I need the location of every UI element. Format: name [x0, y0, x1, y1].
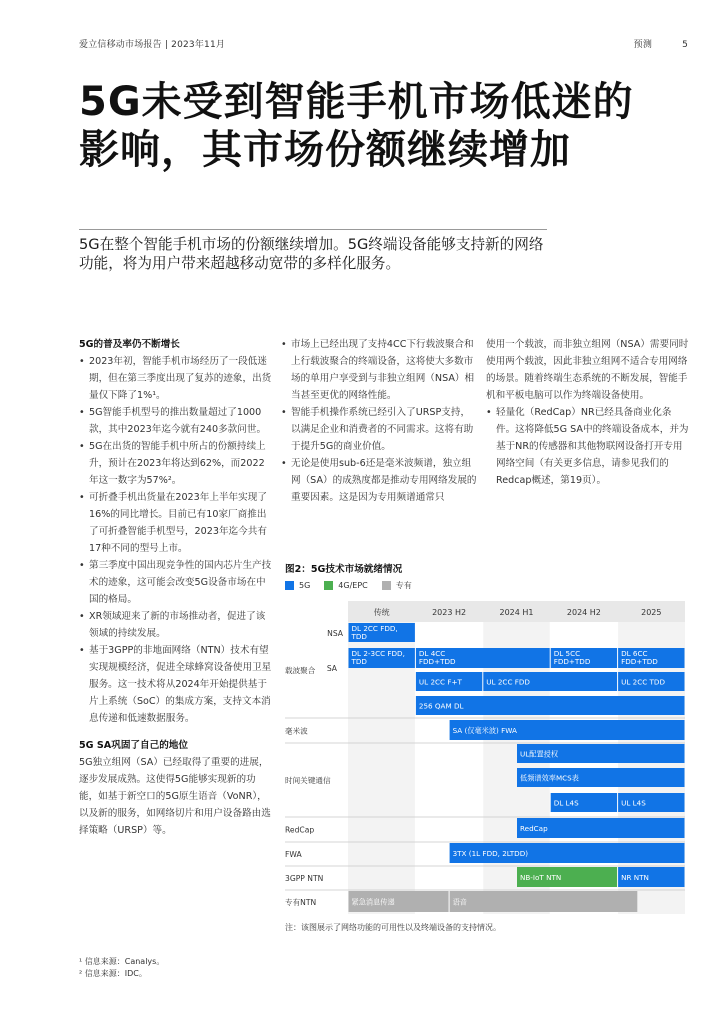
- bar-label: FDD+TDD: [621, 657, 658, 666]
- bullet-item: • 无论是使用sub-6还是毫米波频谱，独立组网（SA）的成熟度都是推动专用网络发展的重要因素。这是因为专用频谱通常只: [281, 455, 479, 506]
- legend-swatch: [285, 581, 294, 590]
- bar-label: DL 6CC: [621, 649, 648, 658]
- bullet-list: [79, 353, 273, 727]
- footnote: ² 信息来源：IDC。: [79, 969, 147, 978]
- divider: [79, 229, 547, 230]
- section-heading: 5G SA巩固了自己的地位: [79, 740, 188, 751]
- row-sublabel: NSA: [327, 629, 343, 638]
- chart-legend: [285, 580, 426, 591]
- page-title: [79, 78, 699, 174]
- bullet-item: • 智能手机操作系统已经引入了URSP支持，以满足企业和消费者的不同需求。这将有助于提升5G的商业价值。: [281, 404, 479, 455]
- bar-label: UL 2CC F+T: [418, 677, 462, 687]
- row-label: 载波聚合: [285, 666, 316, 675]
- column-3: [486, 336, 690, 489]
- report-header: 爱立信移动市场报告 | 2023年11月: [79, 40, 226, 50]
- legend-item-5g: [285, 581, 310, 590]
- legend-swatch: [324, 581, 333, 590]
- bullet-item: • 第三季度中国出现竞争性的国内芯片生产技术的迹象，这可能会改变5G设备市场在中国的格局。: [79, 557, 273, 608]
- bar-label: TDD: [351, 632, 367, 641]
- row-sublabel: SA: [326, 664, 337, 673]
- chart-bar: [450, 891, 638, 912]
- body-paragraph: 使用一个载波，而非独立组网（NSA）需要同时使用两个载波，因此非独立组网不适合专用网络的场景。随着终端生态系统的不断发展，智能手机和平板电脑可以作为终端设备使用。: [486, 339, 689, 401]
- bar-label: 紧急消息传递: [351, 897, 395, 907]
- bar-label: NB-IoT NTN: [520, 873, 562, 882]
- row-label: 毫米波: [285, 726, 308, 736]
- row-label: RedCap: [285, 825, 315, 835]
- section-label: 预测: [633, 40, 653, 50]
- footnote: ¹ 信息来源：Canalys。: [79, 957, 165, 966]
- figure-note: 注：该图展示了网络功能的可用性以及终端设备的支持情况。: [285, 923, 501, 932]
- bar-label: 低频谱效率MCS表: [520, 773, 579, 783]
- bar-label: RedCap: [520, 824, 548, 833]
- column-header: 2023 H2: [432, 608, 467, 617]
- legend-label: 5G: [299, 581, 311, 590]
- bar-label: DL L4S: [553, 798, 579, 808]
- bar-label: UL 2CC TDD: [621, 677, 666, 687]
- bar-label: UL L4S: [621, 798, 646, 808]
- bar-label: TDD: [351, 657, 367, 666]
- bar-label: SA (仅毫米波) FWA: [452, 726, 517, 735]
- header-right: [634, 37, 688, 50]
- bullet-list: [281, 336, 479, 506]
- legend-swatch: [382, 581, 391, 590]
- title-line: 影响，其市场份额继续增加: [79, 127, 571, 173]
- bullet-item: • 5G智能手机型号的推出数量超过了1000款，其中2023年迄今就有240多款问世。: [79, 404, 273, 438]
- bullet-list: [486, 404, 690, 489]
- section-heading: 5G的普及率仍不断增长: [79, 339, 180, 350]
- bullet-item: • 5G在出货的智能手机中所占的份额持续上升，预计在2023年将达到62%，而2022年这一数字为57%²。: [79, 438, 273, 489]
- bar-label: 256 QAM DL: [418, 701, 464, 711]
- bar-label: FDD+TDD: [553, 657, 591, 666]
- bar-label: 语音: [452, 897, 467, 907]
- column-1: [79, 336, 273, 839]
- bar-label: FDD+TDD: [418, 657, 456, 666]
- bar-label: 3TX (1L FDD, 2LTDD): [452, 849, 529, 858]
- body-paragraph: 5G独立组网（SA）已经取得了重要的进展，逐步发展成熟。这使得5G能够实现新的功能，如基于新空口的5G原生语音（VoNR），以及新的服务，如网络切片和用户设备路由选择策略（URSP）等。: [79, 757, 271, 836]
- bullet-item: • XR领域迎来了新的市场推动者，促进了该领域的持续发展。: [79, 608, 273, 642]
- bullet-item: • 基于3GPP的非地面网络（NTN）技术有望实现规模经济，促进全球蜂窝设备使用卫星服务。这一技术将从2024年开始提供基于片上系统（SoC）的集成方案，支持文本消息传递和低速数据服务。: [79, 642, 273, 727]
- bullet-item: • 可折叠手机出货量在2023年上半年实现了16%的同比增长。目前已有10家厂商推出了可折叠智能手机型号，2023年迄今共有17种不同的型号上市。: [79, 489, 273, 557]
- row-label: FWA: [285, 850, 302, 859]
- bar-label: DL 2-3CC FDD,: [351, 649, 405, 658]
- column-header: 2024 H1: [499, 608, 534, 617]
- bar-label: DL 2CC FDD,: [351, 624, 398, 633]
- readiness-chart-svg: [285, 601, 685, 914]
- bullet-item: • 轻量化（RedCap）NR已经具备商业化条件。这将降低5G SA中的终端设备成本，并为基于NR的传感器和其他物联网设备打开专用网络空间（有关更多信息，请参见我们的Redcap概述，第19页）。: [486, 404, 690, 489]
- row-label: 3GPP NTN: [285, 874, 324, 883]
- lead-paragraph: 5G在整个智能手机市场的份额继续增加。5G终端设备能够支持新的网络功能，将为用户带来超越移动宽带的多样化服务。: [79, 236, 544, 272]
- column-header: 2025: [641, 608, 662, 617]
- page-number: 5: [682, 40, 688, 50]
- bar-label: NR NTN: [621, 873, 649, 882]
- legend-item-proprietary: [382, 580, 412, 591]
- bar-label: UL 2CC FDD: [486, 677, 530, 687]
- legend-label: 4G/EPC: [338, 581, 368, 590]
- row-label: 专有NTN: [285, 898, 317, 907]
- legend-label: 专有: [395, 581, 412, 590]
- bar-label: DL 5CC: [553, 649, 581, 658]
- figure-title: 图2：5G技术市场就绪情况: [285, 564, 403, 575]
- row-label: 时间关键通信: [285, 776, 331, 785]
- column-header: 传统: [373, 608, 390, 617]
- bar-label: UL配置授权: [520, 749, 559, 759]
- readiness-chart: [285, 601, 685, 914]
- bullet-item: • 市场上已经出现了支持4CC下行载波聚合和上行载波聚合的终端设备，这将使大多数市场的单用户享受到与非独立组网（NSA）相当甚至更优的网络性能。: [281, 336, 479, 404]
- column-2: [281, 336, 479, 506]
- bar-label: DL 4CC: [418, 649, 446, 658]
- legend-item-4g: [324, 581, 367, 590]
- bullet-item: • 2023年初，智能手机市场经历了一段低迷期，但在第三季度出现了复苏的迹象，出货量仅下降了1%¹。: [79, 353, 273, 404]
- column-header: 2024 H2: [566, 608, 601, 617]
- title-line: 5G未受到智能手机市场低迷的: [79, 79, 634, 125]
